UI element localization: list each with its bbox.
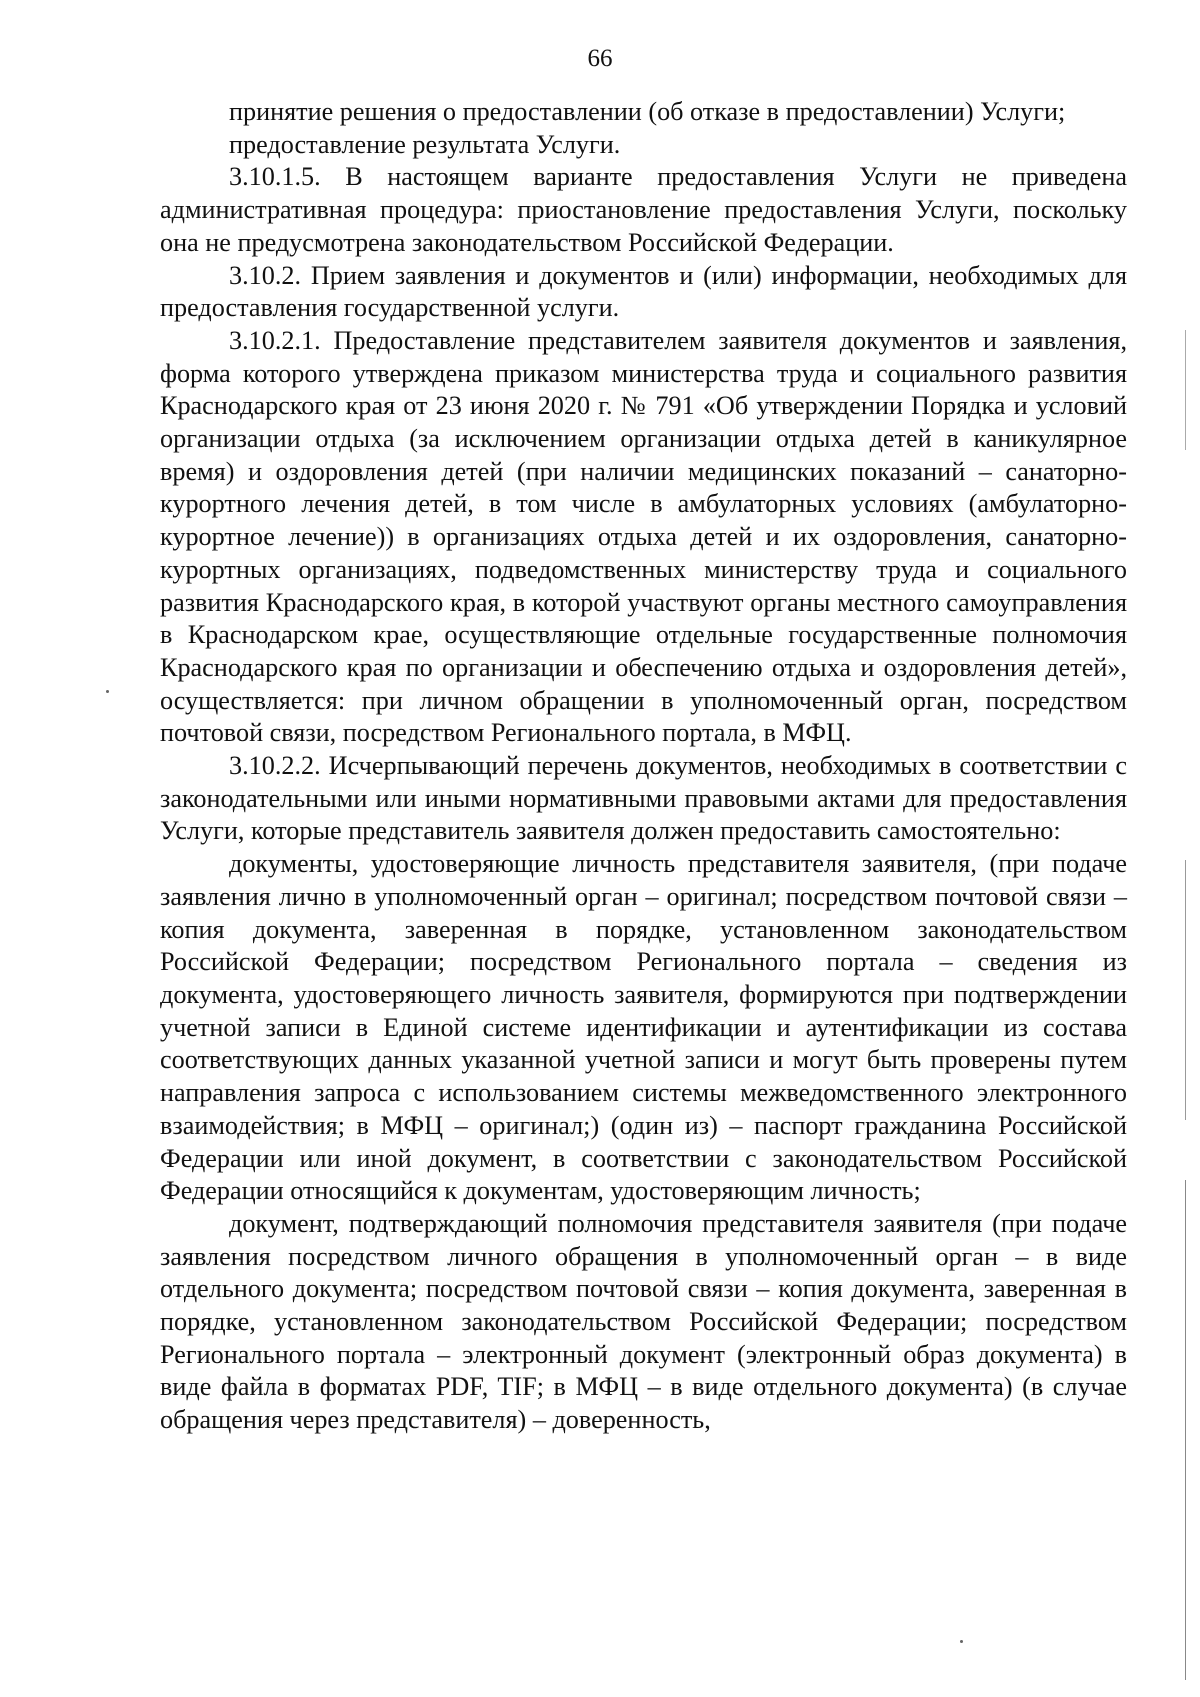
paragraph-3-10-1-5: 3.10.1.5. В настоящем варианте предоставления Услуги не приведена административная процедура: приостановление предоставления Услуги, поскольку она не предусмотрена законодательством Российской Федерации.: [160, 162, 1127, 257]
paragraph-decision: принятие решения о предоставлении (об отказе в предоставлении) Услуги;: [229, 97, 1066, 126]
paragraph-3-10-2: 3.10.2. Прием заявления и документов и (или) информации, необходимых для предоставления государственной услуги.: [160, 260, 1127, 323]
document-body: [160, 96, 1127, 1437]
paragraph-identity-documents: документы, удостоверяющие личность представителя заявителя, (при подаче заявления лично в уполномоченный орган – оригинал; посредством почтовой связи – копия документа, заверенная в порядке, установленном законодательством Российской Федерации; посредством Регионального портала – сведения из документа, удостоверяющего личность заявителя, формируются при подтверждении учетной записи в Единой системе идентификации и аутентификации из состава соответствующих данных указанной учетной записи и могут быть проверены путем направления запроса с использованием системы межведомственного электронного взаимодействия; в МФЦ – оригинал;) (один из) – паспорт гражданина Российской Федерации или иной документ, в соответствии с законодательством Российской Федерации относящийся к документам, удостоверяющим личность;: [160, 849, 1127, 1206]
scan-edge-mark: [1185, 330, 1187, 450]
scan-speck: [106, 690, 109, 693]
paragraph-3-10-2-1: 3.10.2.1. Предоставление представителем заявителя документов и заявления, форма которого утверждена приказом министерства труда и социального развития Краснодарского края от 23 июня 2020 г. № 791 «Об утверждении Порядка и условий организации отдыха (за исключением организации отдыха детей в каникулярное время) и оздоровления детей (при наличии медицинских показаний – санаторно-курортного лечения детей, в том числе в амбулаторных условиях (амбулаторно-курортное лечение)) в организациях отдыха детей и их оздоровления, санаторно-курортных организациях, подведомственных министерству труда и социального развития Краснодарского края, в которой участвуют органы местного самоуправления в Краснодарском крае, осуществляющие отдельные государственные полномочия Краснодарского края по организации и обеспечению отдыха и оздоровления детей», осуществляется: при личном обращении в уполномоченный орган, посредством почтовой связи, посредством Регионального портала, в МФЦ.: [160, 325, 1127, 748]
scan-edge-mark: [1185, 1180, 1187, 1680]
paragraph-3-10-2-2: 3.10.2.2. Исчерпывающий перечень документов, необходимых в соответствии с законодательными или иными нормативными правовыми актами для предоставления Услуги, которые представитель заявителя должен предоставить самостоятельно:: [160, 751, 1127, 846]
scan-speck: [960, 1640, 963, 1643]
scan-edge-mark: [1185, 860, 1187, 1120]
paragraph-result: предоставление результата Услуги.: [229, 129, 621, 159]
page-number: 66: [587, 45, 613, 72]
paragraph-authority-document: документ, подтверждающий полномочия представителя заявителя (при подаче заявления посредством личного обращения в уполномоченный орган – в виде отдельного документа; посредством почтовой связи – копия документа, заверенная в порядке, установленном законодательством Российской Федерации; посредством Регионального портала – электронный документ (электронный образ документа) в виде файла в форматах PDF, TIF; в МФЦ – в виде отдельного документа) (в случае обращения через представителя) – доверенность,: [160, 1208, 1127, 1435]
